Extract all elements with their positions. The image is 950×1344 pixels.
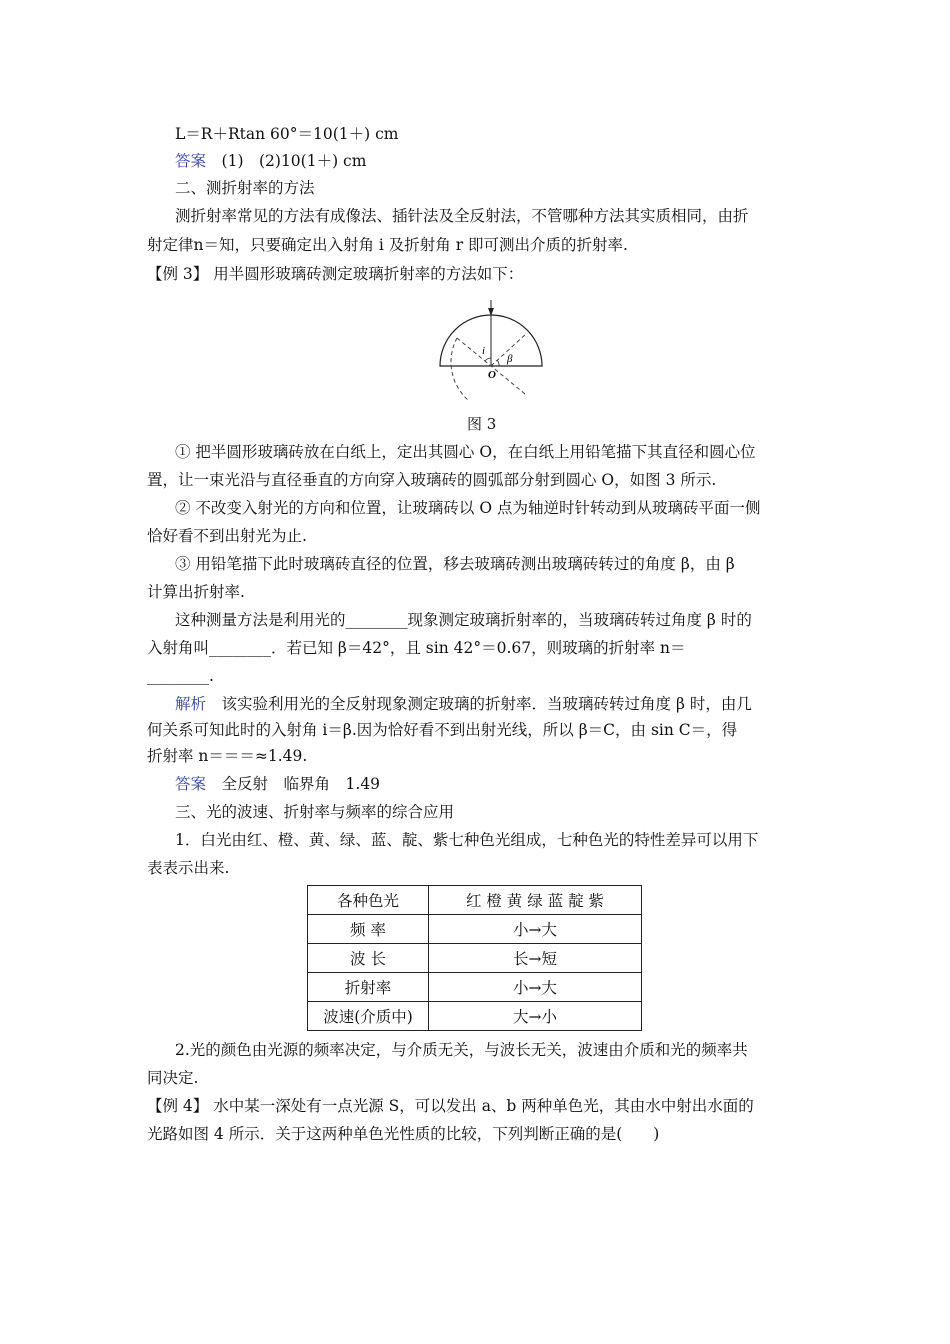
table-cell: 各种色光 bbox=[308, 886, 429, 915]
answer-text: 全反射 临界角 1.49 bbox=[221, 775, 381, 793]
analysis-label: 解析 bbox=[175, 695, 207, 713]
paragraph-line: 1．白光由红、橙、黄、绿、蓝、靛、紫七种色光组成，七种色光的特性差异可以用下 bbox=[175, 831, 759, 849]
question-line: 这种测量方法是利用光的________现象测定玻璃折射率的，当玻璃砖转过角度 β 时的 bbox=[175, 611, 752, 629]
label-beta: β bbox=[507, 353, 513, 365]
table-cell: 小→大 bbox=[429, 973, 642, 1002]
step-1-line: 置，让一束光沿与直径垂直的方向穿入玻璃砖的圆弧部分射到圆心 O，如图 3 所示. bbox=[147, 471, 717, 489]
paragraph-line: 同决定. bbox=[147, 1069, 199, 1087]
table-row bbox=[308, 973, 642, 1002]
label-O: O bbox=[488, 369, 496, 381]
figure-caption: 图 3 bbox=[467, 415, 497, 433]
table-row bbox=[308, 1002, 642, 1031]
analysis-text: 该实验利用光的全反射现象测定玻璃的折射率．当玻璃砖转过角度 β 时，由几 bbox=[221, 695, 752, 713]
paragraph-line: 测折射率常见的方法有成像法、插针法及全反射法，不管哪种方法其实质相同，由折 bbox=[175, 207, 749, 225]
section-heading-2: 二、测折射率的方法 bbox=[175, 179, 315, 197]
formula-line: L＝R＋Rtan 60°＝10(1＋) cm bbox=[175, 125, 399, 143]
table-cell: 频 率 bbox=[308, 915, 429, 944]
answer-label: 答案 bbox=[175, 152, 207, 170]
step-3-line: ③ 用铅笔描下此时玻璃砖直径的位置，移去玻璃砖测出玻璃砖转过的角度 β，由 β bbox=[175, 555, 735, 573]
analysis-line bbox=[175, 694, 752, 714]
table-cell: 小→大 bbox=[429, 915, 642, 944]
answer-text: (1) (2)10(1＋) cm bbox=[221, 152, 367, 170]
table-row bbox=[308, 944, 642, 973]
table-cell: 折射率 bbox=[308, 973, 429, 1002]
table-cell: 波 长 bbox=[308, 944, 429, 973]
step-2-line: 恰好看不到出射光为止. bbox=[147, 527, 307, 545]
table-row bbox=[308, 915, 642, 944]
step-2-line: ② 不改变入射光的方向和位置，让玻璃砖以 O 点为轴逆时针转动到从玻璃砖平面一侧 bbox=[175, 499, 761, 517]
question-line: 入射角叫________．若已知 β＝42°，且 sin 42°＝0.67，则玻璃的折射率 n＝ bbox=[147, 639, 686, 657]
label-i: i bbox=[482, 345, 486, 357]
angle-i-arc bbox=[485, 358, 491, 361]
answer-1 bbox=[175, 151, 366, 171]
rotated-arc bbox=[451, 338, 468, 400]
answer-label: 答案 bbox=[175, 775, 207, 793]
example-3-heading: 【例 3】 用半圆形玻璃砖测定玻璃折射率的方法如下： bbox=[147, 265, 524, 283]
section-heading-3: 三、光的波速、折射率与频率的综合应用 bbox=[175, 803, 455, 821]
table-row bbox=[308, 886, 642, 915]
color-light-table bbox=[307, 885, 642, 1031]
analysis-line: 何关系可知此时的入射角 i＝β.因为恰好看不到出射光线，所以 β＝C，由 sin C＝，得 bbox=[147, 721, 738, 739]
angle-beta-arc bbox=[497, 360, 499, 366]
question-line: ________. bbox=[147, 667, 214, 685]
step-3-line: 计算出折射率. bbox=[147, 583, 245, 601]
table-cell: 大→小 bbox=[429, 1002, 642, 1031]
semicircle-glass-diagram bbox=[430, 296, 552, 406]
table-cell: 红 橙 黄 绿 蓝 靛 紫 bbox=[429, 886, 642, 915]
table-cell: 波速(介质中) bbox=[308, 1002, 429, 1031]
analysis-line: 折射率 n＝＝＝≈1.49. bbox=[147, 747, 308, 765]
paragraph-line: 射定律n＝知，只要确定出入射角 i 及折射角 r 即可测出介质的折射率. bbox=[147, 236, 628, 254]
table-cell: 长→短 bbox=[429, 944, 642, 973]
paragraph-line: 表表示出来. bbox=[147, 859, 230, 877]
step-1-line: ① 把半圆形玻璃砖放在白纸上，定出其圆心 O，在白纸上用铅笔描下其直径和圆心位 bbox=[175, 443, 756, 461]
answer-2 bbox=[175, 774, 380, 794]
example-4-line: 光路如图 4 所示．关于这两种单色光性质的比较，下列判断正确的是( ) bbox=[147, 1125, 660, 1143]
example-4-heading: 【例 4】 水中某一深处有一点光源 S，可以发出 a、b 两种单色光，其由水中射出水面的 bbox=[147, 1097, 754, 1115]
paragraph-line: 2.光的颜色由光源的频率决定，与介质无关，与波长无关，波速由介质和光的频率共 bbox=[175, 1041, 748, 1059]
